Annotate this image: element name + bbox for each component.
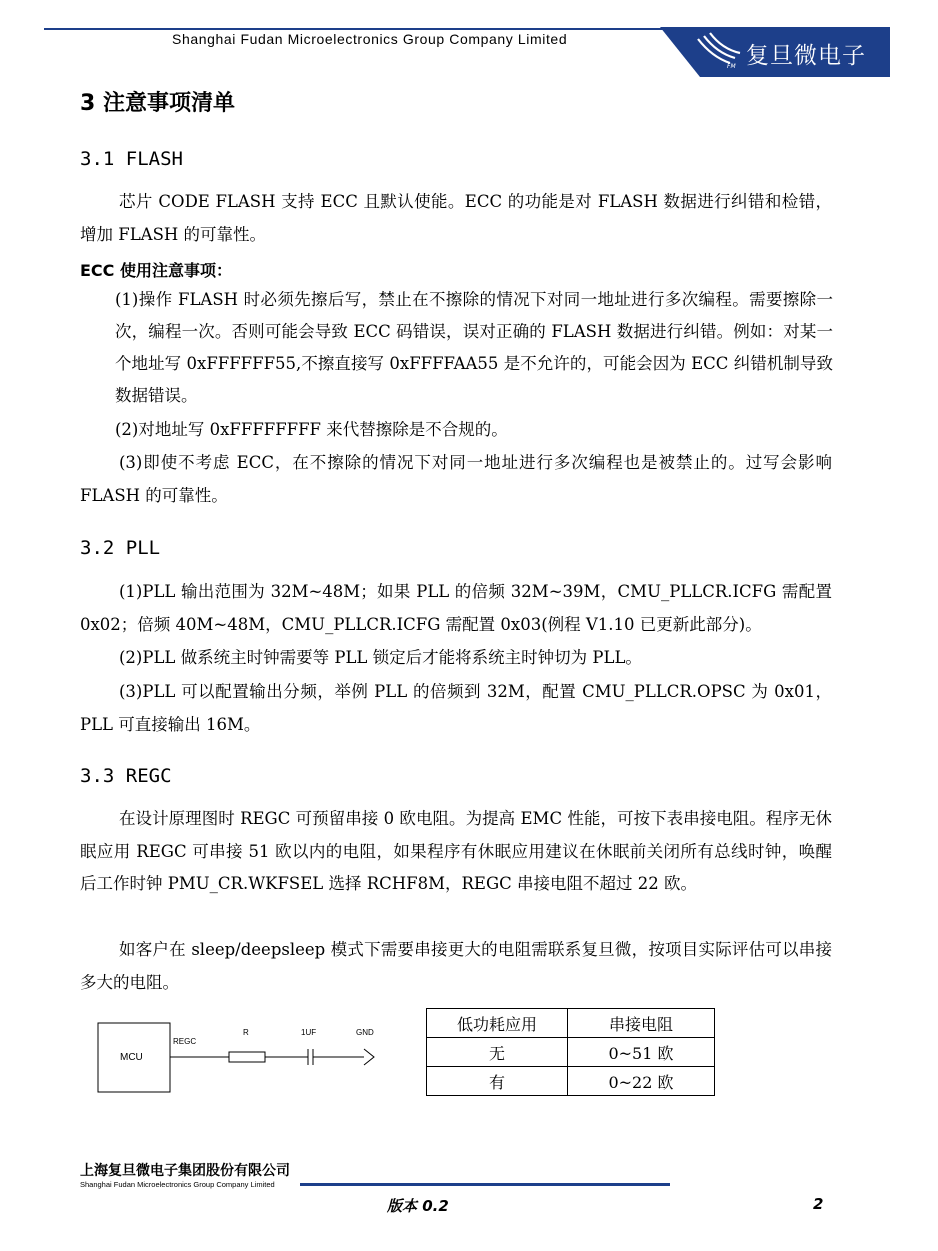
- regc-paragraph-2: 如客户在 sleep/deepsleep 模式下需要串接更大的电阻需联系复旦微，按项目实际评估可以串接多大的电阻。: [80, 940, 832, 992]
- flash-paragraph: 芯片 CODE FLASH 支持 ECC 且默认使能。ECC 的功能是对 FLASH 数据进行纠错和检错，增加 FLASH 的可靠性。: [80, 192, 832, 244]
- regc-paragraph-1: 在设计原理图时 REGC 可预留串接 0 欧电阻。为提高 EMC 性能，可按下表串接电阻。程序无休眠应用 REGC 可串接 51 欧以内的电阻，如果程序有休眠应用建议在休眠前关闭所有总线时钟，唤醒后工作时钟 PMU_CR.WKFSEL 选择 RCHF8M，REGC 串接电阻不超过 22 欧。: [80, 809, 832, 893]
- subsection-title-regc: 3.3 REGC: [80, 765, 172, 787]
- pll-note-1: (1)PLL 输出范围为 32M~48M；如果 PLL 的倍频 32M~39M，CMU_PLLCR.ICFG 需配置 0x02；倍频 40M~48M，CMU_PLLCR.ICFG 需配置 0x03(例程 V1.10 已更新此部分)。: [80, 582, 832, 634]
- regc-resistor-table: [426, 1008, 715, 1096]
- footer-company-cn: 上海复旦微电子集团股份有限公司: [80, 1163, 290, 1179]
- footer-company-en: Shanghai Fudan Microelectronics Group Company Limited: [80, 1180, 275, 1189]
- mcu-label: MCU: [120, 1052, 143, 1063]
- table-cell: 0~22 欧: [568, 1067, 715, 1096]
- table-cell: 有: [427, 1067, 568, 1096]
- regc-pin-label: REGC: [173, 1037, 197, 1046]
- ecc-notes-label: ECC 使用注意事项：: [80, 261, 232, 280]
- page-number: 2: [813, 1195, 824, 1213]
- resistor-label: R: [243, 1028, 249, 1037]
- pll-note-3: (3)PLL 可以配置输出分频，举例 PLL 的倍频到 32M，配置 CMU_PLLCR.OPSC 为 0x01，PLL 可直接输出 16M。: [80, 682, 832, 734]
- table-row: [427, 1067, 715, 1096]
- table-header-cell: 低功耗应用: [427, 1009, 568, 1038]
- table-cell: 无: [427, 1038, 568, 1067]
- regc-circuit-diagram: [96, 1020, 386, 1100]
- flash-note-2: (2)对地址写 0xFFFFFFFF 来代替擦除是不合规的。: [115, 420, 508, 439]
- logo-text: 复旦微电子: [746, 43, 866, 69]
- table-header-cell: 串接电阻: [568, 1009, 715, 1038]
- subsection-title-flash: 3.1 FLASH: [80, 148, 183, 170]
- table-header-row: [427, 1009, 715, 1038]
- header-company-name: Shanghai Fudan Microelectronics Group Company Limited: [172, 31, 568, 47]
- table-row: [427, 1038, 715, 1067]
- footer-rule: [300, 1183, 670, 1186]
- logo-mark: FM: [727, 63, 736, 70]
- section-title: 3 注意事项清单: [80, 91, 235, 116]
- flash-note-3: (3)即使不考虑 ECC，在不擦除的情况下对同一地址进行多次编程也是被禁止的。过写会影响 FLASH 的可靠性。: [80, 453, 832, 505]
- flash-note-1: (1)操作 FLASH 时必须先擦后写，禁止在不擦除的情况下对同一地址进行多次编程。需要擦除一次，编程一次。否则可能会导致 ECC 码错误，误对正确的 FLASH 数据进行纠错。例如：对某一个地址写 0xFFFFFF55,不擦直接写 0xFFFFAA55 是不允许的，可能会因为 ECC 纠错机制导致数据错误。: [115, 290, 833, 405]
- header-rule: [44, 28, 694, 30]
- version-label: 版本 0.2: [387, 1197, 449, 1215]
- subsection-title-pll: 3.2 PLL: [80, 537, 161, 559]
- pll-note-2: (2)PLL 做系统主时钟需要等 PLL 锁定后才能将系统主时钟切为 PLL。: [119, 648, 642, 667]
- table-cell: 0~51 欧: [568, 1038, 715, 1067]
- gnd-label: GND: [356, 1028, 374, 1037]
- capacitor-label: 1UF: [301, 1028, 317, 1037]
